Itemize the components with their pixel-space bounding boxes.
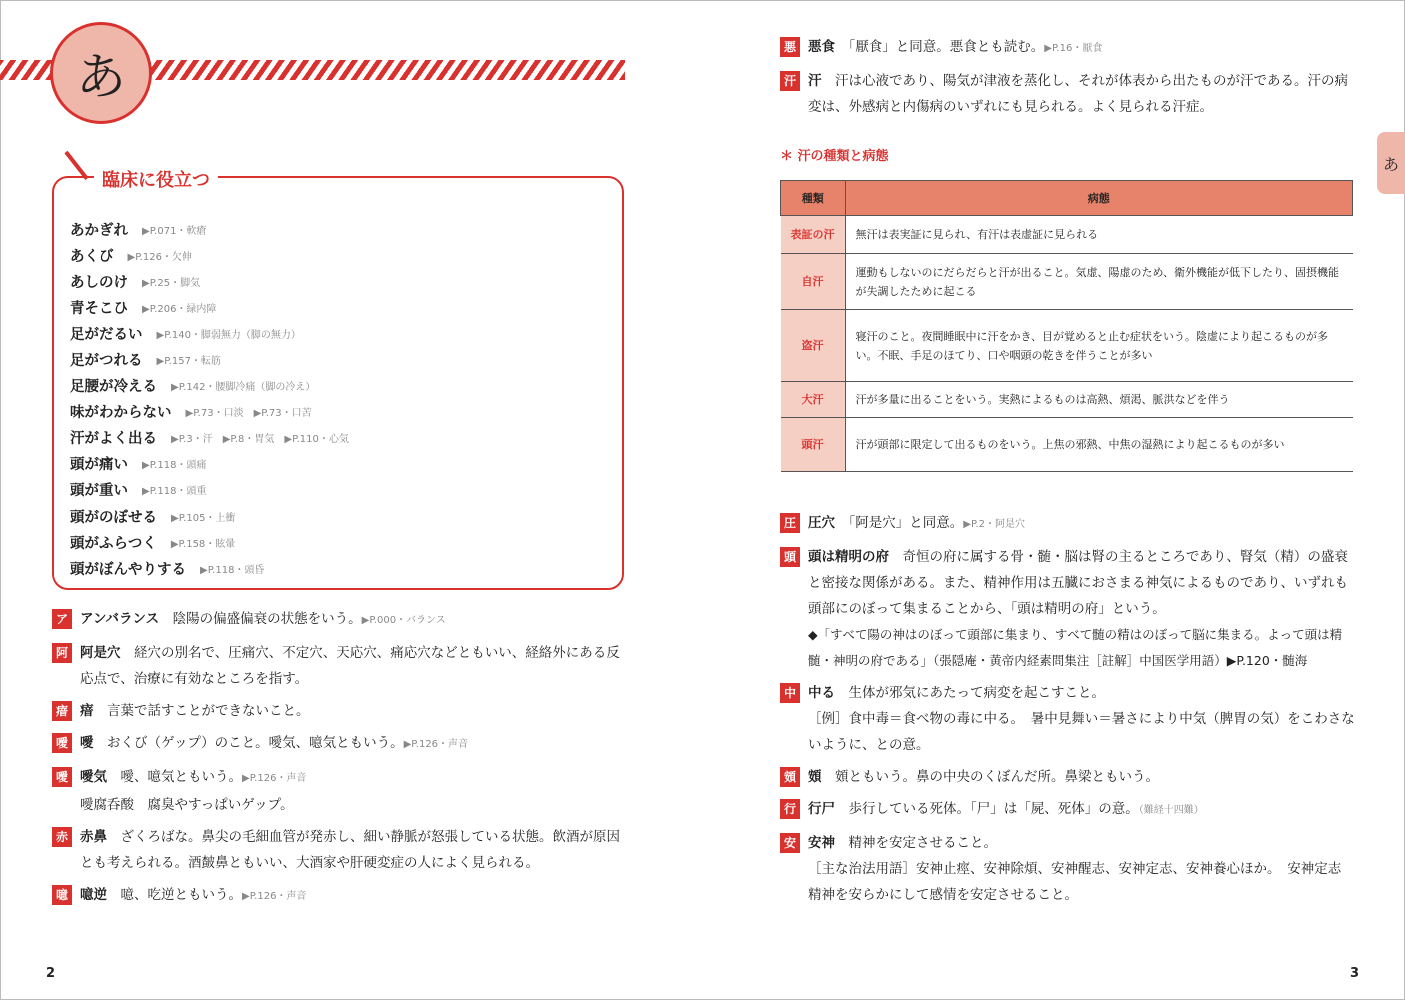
entry-head: 噯気 [80, 769, 107, 785]
table-row [781, 254, 1353, 310]
list-ref: ▶P.206・緑内障 [142, 303, 217, 315]
entry [780, 764, 1355, 790]
list-item [70, 529, 610, 555]
list-item [70, 503, 610, 529]
right-entries-bottom [780, 510, 1355, 914]
entry [780, 680, 1355, 758]
list-item [70, 268, 610, 294]
entry-tag: 中 [780, 683, 800, 703]
entry-ref: ▶P.16・厭食 [1044, 43, 1103, 54]
table-row [781, 216, 1353, 254]
entry [780, 544, 1355, 674]
entry-text: 生体が邪気にあたって病変を起こすこと。 [848, 685, 1105, 701]
list-item [70, 320, 610, 346]
entry-head: 赤鼻 [80, 829, 107, 845]
entry-sub: ［主な治法用語］安神止痙、安神除煩、安神醒志、安神定志、安神養心ほか。 安神定志 精神を安らかにして感情を安定させること。 [808, 861, 1355, 903]
entry [52, 698, 630, 724]
entry-tag: 阿 [52, 643, 72, 663]
entry-head: 行尸 [808, 801, 835, 817]
entry-tag: 噯 [52, 733, 72, 753]
list-ref: ▶P.118・頭痛 [142, 460, 207, 472]
list-term: あかぎれ [70, 222, 128, 239]
entry-head: 頭は精明の府 [808, 549, 889, 565]
entry-head: 中る [808, 685, 835, 701]
entry-ref: （難経十四難） [1138, 805, 1204, 816]
entry-head: 噫逆 [80, 887, 107, 903]
list-term: 足腰が冷える [70, 379, 157, 396]
entry-text: 「厭食」と同意。悪食とも読む。 [848, 39, 1045, 55]
list-ref: ▶P.158・眩暈 [170, 538, 236, 550]
entry-tag: 頞 [780, 767, 800, 787]
list-term: あくび [70, 248, 114, 265]
entry-head: 頞 [808, 769, 822, 785]
entry-ref: ▶P.126・声音 [242, 773, 307, 784]
list-item [70, 294, 610, 320]
entry-tag: ア [52, 609, 72, 629]
list-term: 味がわからない [70, 405, 172, 422]
entry-ref: ▶P.2・阿是穴 [963, 519, 1025, 530]
entry [780, 796, 1355, 824]
table-header-row [781, 181, 1353, 216]
table-cell-desc: 寝汗のこと。夜間睡眠中に汗をかき、目が覚めると止む症状をいう。陰虚により起こるものが多い。不眠、手足のほてり、口や咽頭の乾きを伴うことが多い [845, 310, 1353, 382]
list-item [70, 346, 610, 372]
list-ref: ▶P.142・腰脚冷痛（脚の冷え） [171, 382, 316, 394]
table-cell-desc: 汗が多量に出ることをいう。実熱によるものは高熱、煩渇、脈洪などを伴う [845, 382, 1353, 418]
table-row [781, 382, 1353, 418]
list-term: 足がつれる [70, 353, 143, 370]
list-ref: ▶P.25・脚気 [142, 277, 201, 289]
table-header: 種類 [781, 181, 846, 216]
entry-ref: ▶P.000・バランス [361, 615, 446, 626]
entry-tag: 悪 [780, 37, 800, 57]
list-item [70, 216, 610, 242]
entry-text: 噫、吃逆ともいう。 [120, 887, 242, 903]
table-cell-desc: 運動もしないのにだらだらと汗が出ること。気虚、陽虚のため、衛外機能が低下したり、固摂機能が失調したために起こる [845, 254, 1353, 310]
entry-head: アンバランス [80, 611, 160, 627]
entry-tag: 汗 [780, 71, 800, 91]
entry-text: おくび（ゲップ）のこと。噯気、噫気ともいう。 [107, 735, 404, 751]
page-number: 2 [46, 966, 56, 981]
entry-head: 汗 [808, 73, 822, 89]
entry [52, 730, 630, 758]
list-item [70, 373, 610, 399]
list-item [70, 477, 610, 503]
entry-text: 奇恒の府に属する骨・髄・脳は腎の主るところであり、腎気（精）の盛衰と密接な関係がある。また、精神作用は五臓におさまる神気によるものであり、いずれも頭部にのぼって集まることから、「頭は精明の府」という。 [808, 549, 1348, 617]
table-row [781, 418, 1353, 472]
entry-text: 噯、噫気ともいう。 [120, 769, 242, 785]
list-item [70, 242, 610, 268]
entry-tag: 噯 [52, 767, 72, 787]
entry [52, 640, 630, 692]
entry-ref: ▶P.126・声音 [242, 891, 307, 902]
entry-tag: 瘖 [52, 701, 72, 721]
entry-text: 精神を安定させること。 [848, 835, 997, 851]
entry-text: ざくろばな。鼻尖の毛細血管が発赤し、細い静脈が怒張している状態。飲酒が原因とも考えられる。酒皶鼻ともいい、大酒家や肝硬変症の人によく見られる。 [80, 829, 620, 871]
left-entries [52, 606, 630, 916]
entry-text: 「阿是穴」と同意。 [848, 515, 964, 531]
entry-head: 阿是穴 [80, 645, 121, 661]
entry-head: 瘖 [80, 703, 94, 719]
entry-tag: 噫 [52, 885, 72, 905]
list-item [70, 451, 610, 477]
entry-text: 言葉で話すことができないこと。 [107, 703, 310, 719]
list-term: 汗がよく出る [70, 431, 157, 448]
entry-text: 汗は心液であり、陽気が津液を蒸化し、それが体表から出たものが汗である。汗の病変は、外感病と内傷病のいずれにも見られる。よく見られる汗症。 [808, 73, 1348, 115]
entry-tag: 行 [780, 799, 800, 819]
clinical-list [70, 216, 610, 581]
left-page [0, 0, 700, 1000]
table-cell-desc: 無汗は表実証に見られ、有汗は表虚証に見られる [845, 216, 1353, 254]
page-number: 3 [1350, 966, 1360, 981]
table-cell-type: 盗汗 [781, 310, 846, 382]
list-ref: ▶P.118・頭重 [142, 486, 207, 498]
entry-sub: ［例］食中毒＝食べ物の毒に中る。 暑中見舞い＝暑さにより中気（脾胃の気）をこわさないように、との意。 [808, 711, 1355, 753]
entry-text: 陰陽の偏盛偏衰の状態をいう。 [172, 611, 362, 627]
table-cell-type: 頭汗 [781, 418, 846, 472]
entry-tag: 安 [780, 833, 800, 853]
entry [52, 824, 630, 876]
entry [780, 510, 1355, 538]
list-ref: ▶P.105・上衝 [171, 512, 236, 524]
entry [780, 68, 1355, 120]
list-ref: ▶P.157・転筋 [156, 356, 221, 368]
list-item [70, 555, 610, 581]
index-tab[interactable]: あ [1377, 132, 1405, 194]
entry-head: 噯 [80, 735, 94, 751]
entry-text: 歩行している死体。「尸」は「屍、死体」の意。 [848, 801, 1139, 817]
entry [780, 34, 1355, 62]
entry-ref: ▶P.126・声音 [403, 739, 469, 750]
list-term: あしのけ [70, 274, 128, 291]
entry [52, 764, 630, 818]
list-ref: ▶P.140・脚弱無力（脚の無力） [156, 329, 301, 341]
list-item [70, 425, 610, 451]
kana-circle: あ [50, 22, 152, 124]
entry-text: 頞ともいう。鼻の中央のくぼんだ所。鼻梁ともいう。 [835, 769, 1159, 785]
entry-tag: 圧 [780, 513, 800, 533]
list-item [70, 399, 610, 425]
table-cell-type: 自汗 [781, 254, 846, 310]
entry-head: 悪食 [808, 39, 835, 55]
list-term: 頭がふらつく [70, 535, 157, 552]
entry-tag: 赤 [52, 827, 72, 847]
entry [52, 882, 630, 910]
entry [52, 606, 630, 634]
list-term: 頭が痛い [70, 457, 128, 474]
list-ref: ▶P.126・欠伸 [127, 251, 192, 263]
list-ref: ▶P.071・軟瘡 [142, 225, 207, 237]
table-row [781, 310, 1353, 382]
entry-sub: 噯腐呑酸 腐臭やすっぱいゲップ。 [80, 797, 294, 813]
right-entries-top [780, 34, 1355, 126]
entry [780, 830, 1355, 908]
entry-text: 経穴の別名で、圧痛穴、不定穴、天応穴、痛応穴などともいい、経絡外にある反応点で、治療に有効なところを指す。 [80, 645, 620, 687]
table-header: 病態 [845, 181, 1353, 216]
entry-head: 安神 [808, 835, 835, 851]
list-ref: ▶P.3・汗 ▶P.8・胃気 ▶P.110・心気 [171, 434, 349, 446]
clinical-box-title: 臨床に役立つ [94, 166, 218, 192]
sweat-table [780, 180, 1353, 472]
list-term: 頭が重い [70, 483, 128, 500]
list-ref: ▶P.118・頭昏 [200, 564, 265, 576]
entry-tag: 頭 [780, 547, 800, 567]
table-cell-desc: 汗が頭部に限定して出るものをいう。上焦の邪熱、中焦の湿熱により起こるものが多い [845, 418, 1353, 472]
list-term: 足がだるい [70, 326, 143, 343]
entry-head: 圧穴 [808, 515, 835, 531]
list-term: 頭がぼんやりする [70, 561, 186, 578]
list-ref: ▶P.73・口淡 ▶P.73・口苦 [185, 408, 312, 420]
table-cell-type: 大汗 [781, 382, 846, 418]
section-title: ＊ 汗の種類と病態 [780, 149, 889, 164]
table-cell-type: 表証の汗 [781, 216, 846, 254]
list-term: 頭がのぼせる [70, 509, 157, 526]
list-term: 青そこひ [70, 300, 128, 317]
entry-sub: ◆「すべて陽の神はのぼって頭部に集まり、すべて髄の精はのぼって脳に集まる。よって頭は精髄・神明の府である」（張隠庵・黄帝内経素問集注［註解］中国医学用語）▶P.120・髄海 [808, 627, 1343, 668]
